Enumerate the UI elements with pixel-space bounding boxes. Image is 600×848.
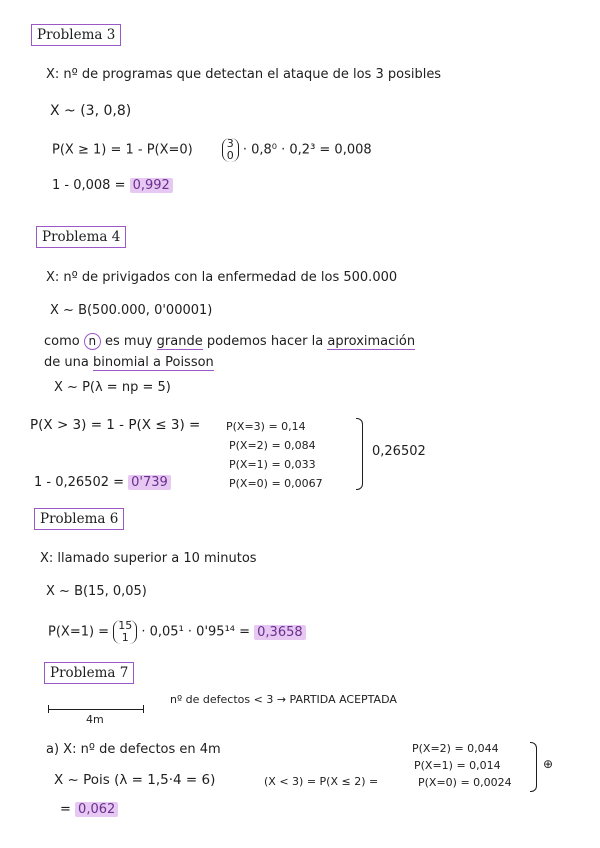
p6-binom-top: 15: [118, 619, 133, 632]
problem-3-title: Problema 3: [31, 24, 121, 46]
p4-sum: 0,26502: [372, 444, 426, 459]
p4-note-c: podemos hacer la: [206, 334, 324, 349]
p4-note-line1: [44, 333, 415, 350]
p7-result-prefix: =: [60, 802, 71, 817]
p6-prob-right: · 0,05¹ · 0'95¹⁴ =: [141, 624, 251, 640]
p3-distribution: X ~ (3, 0,8): [50, 103, 132, 119]
p7-distribution: X ~ Pois (λ = 1,5·4 = 6): [54, 772, 216, 788]
p4-definition: X: nº de privigados con la enfermedad de los 500.000: [46, 270, 398, 285]
p6-distribution: X ~ B(15, 0,05): [46, 584, 147, 599]
p4-result: 0'739: [128, 475, 171, 490]
p3-probability: [52, 138, 372, 162]
p7-definition: a) X: nº de defectos en 4m: [46, 742, 221, 757]
p6-prob-left: P(X=1) =: [48, 624, 110, 640]
p7-result: 0,062: [75, 802, 118, 817]
p4-note-n-circled: n: [84, 333, 101, 350]
p6-binomial-coefficient: [113, 620, 137, 644]
p7-acceptance-rule: nº de defectos < 3 → PARTIDA ACEPTADA: [170, 693, 397, 706]
p7-segment-label: 4m: [86, 713, 104, 726]
p7-term: P(X=2) = 0,044: [412, 742, 499, 755]
p4-result-expr: 1 - 0,26502 =: [34, 475, 125, 490]
p7-result-line: [60, 802, 118, 817]
problem-4-title: Problema 4: [36, 226, 126, 248]
p4-main-expression: P(X > 3) = 1 - P(X ≤ 3) =: [30, 417, 201, 433]
p3-result-line: [52, 178, 173, 193]
p4-brace: [356, 418, 363, 490]
p7-segment-tick-left: [48, 705, 49, 713]
p4-term: P(X=2) = 0,084: [229, 439, 316, 452]
p7-segment-tick-right: [143, 705, 144, 713]
p6-binom-bottom: 1: [121, 631, 129, 644]
p4-note-b: es muy: [105, 334, 153, 349]
p4-term: P(X=1) = 0,033: [229, 458, 316, 471]
p3-binom-top: 3: [226, 137, 234, 150]
p4-term: P(X=3) = 0,14: [226, 420, 306, 433]
p4-note-binomial-poisson: binomial a Poisson: [92, 355, 214, 370]
p4-note-aproximacion: aproximación: [327, 334, 416, 349]
p7-condition: (X < 3) = P(X ≤ 2) =: [264, 775, 379, 788]
p3-prob-left: P(X ≥ 1) = 1 - P(X=0): [52, 142, 193, 158]
p7-brace: [530, 742, 537, 792]
p4-note-grande: grande: [156, 334, 203, 349]
p3-result-expr: 1 - 0,008 =: [52, 178, 126, 193]
problem-6-title: Problema 6: [34, 508, 124, 530]
problem-7-title: Problema 7: [44, 662, 134, 684]
p3-binom-bottom: 0: [226, 149, 234, 162]
p3-result: 0,992: [130, 178, 173, 193]
p7-term: P(X=0) = 0,0024: [418, 776, 512, 789]
p7-term: P(X=1) = 0,014: [414, 759, 501, 772]
p6-result: 0,3658: [254, 625, 306, 640]
p4-note-a: como: [44, 334, 80, 349]
p4-result-line: [34, 475, 171, 490]
p7-plus-symbol: ⊕: [543, 757, 554, 771]
p3-prob-right: · 0,8⁰ · 0,2³ = 0,008: [242, 142, 372, 158]
p4-term: P(X=0) = 0,0067: [229, 477, 323, 490]
p4-distribution: X ~ B(500.000, 0'00001): [50, 303, 213, 318]
p4-note-d: de una: [44, 355, 89, 370]
p4-note-line2: [44, 355, 214, 370]
p6-definition: X: llamado superior a 10 minutos: [40, 551, 257, 566]
p4-poisson: X ~ P(λ = np = 5): [54, 380, 171, 395]
p3-definition: X: nº de programas que detectan el ataque de los 3 posibles: [46, 67, 442, 82]
p6-probability: [48, 620, 306, 644]
p3-binomial-coefficient: [222, 138, 239, 162]
p7-segment-line: [48, 709, 144, 710]
